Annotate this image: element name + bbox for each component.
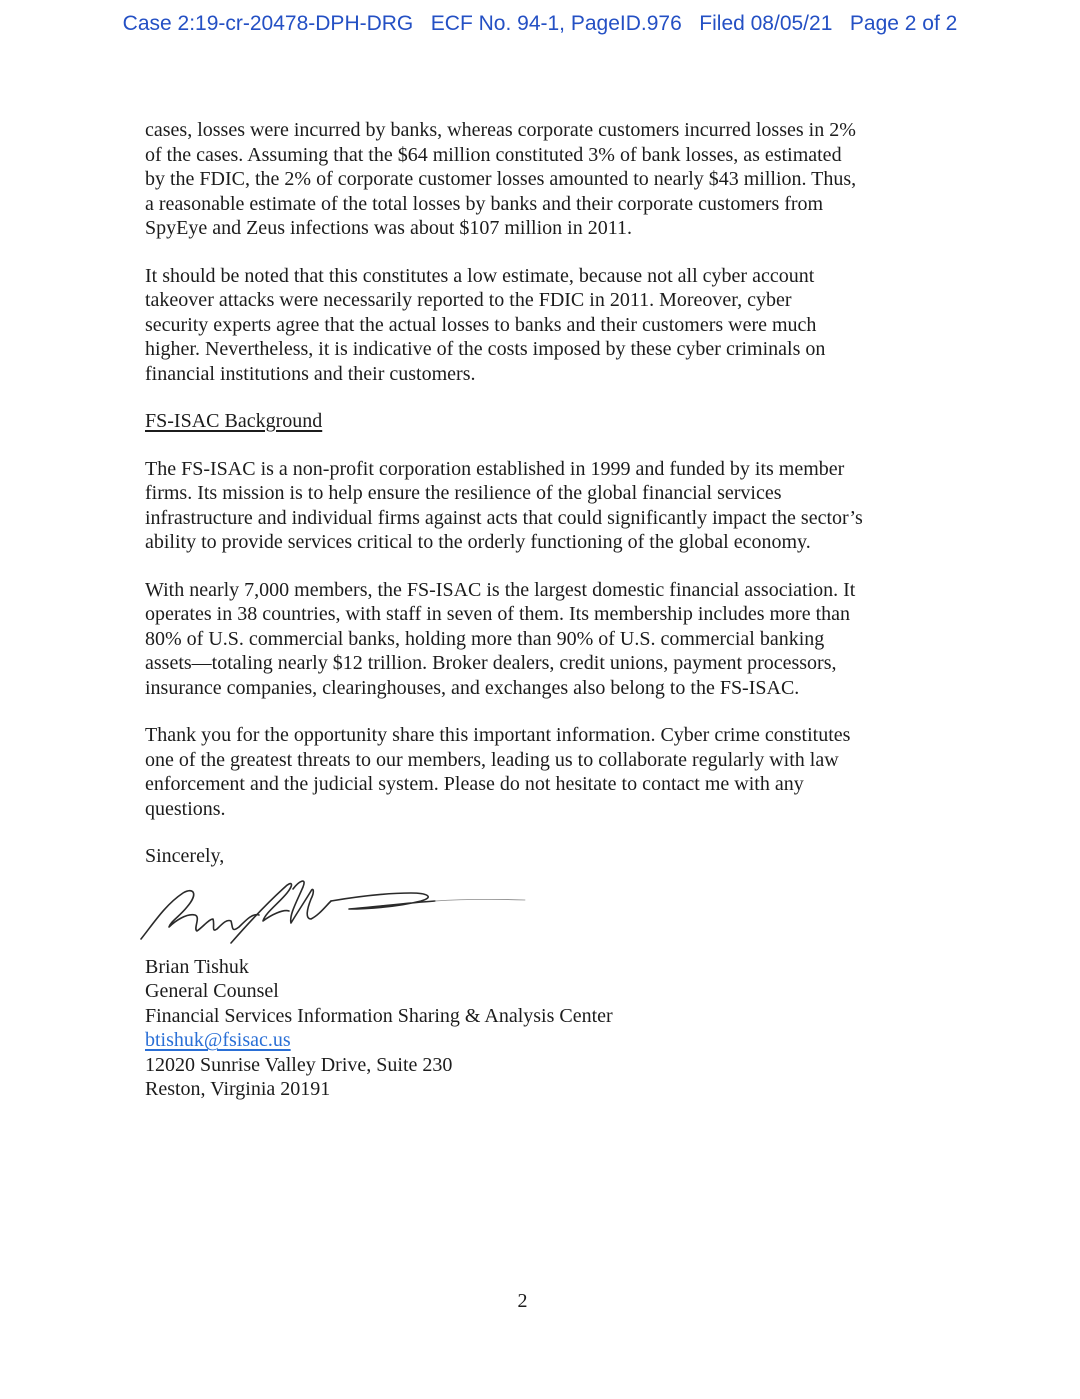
text-line: With nearly 7,000 members, the FS-ISAC is the largest domestic financial association. It — [145, 578, 856, 601]
letter-body — [145, 118, 925, 1102]
text-line: insurance companies, clearinghouses, and exchanges also belong to the FS-ISAC. — [145, 676, 800, 699]
text-line: security experts agree that the actual losses to banks and their customers were much — [145, 313, 817, 336]
text-line: of the cases. Assuming that the $64 million constituted 3% of bank losses, as estimated — [145, 143, 842, 166]
text-line: 80% of U.S. commercial banks, holding more than 90% of U.S. commercial banking — [145, 627, 825, 650]
text-line: financial institutions and their customers. — [145, 362, 476, 385]
signature-block — [145, 844, 925, 1102]
text-line: a reasonable estimate of the total losses by banks and their corporate customers from — [145, 192, 824, 215]
paragraph-fs-isac-membership — [145, 578, 925, 701]
page-indicator: Page 2 of 2 — [849, 12, 958, 35]
text-line: firms. Its mission is to help ensure the resilience of the global financial services — [145, 482, 782, 504]
text-line: operates in 38 countries, with staff in seven of them. Its membership includes more than — [145, 603, 851, 625]
paragraph-fs-isac-mission — [145, 457, 925, 555]
signer-title: General Counsel — [145, 980, 279, 1002]
address-line-2: Reston, Virginia 20191 — [145, 1078, 331, 1100]
ecf-number: ECF No. 94-1, PageID.976 — [430, 12, 682, 35]
signature-drawing — [135, 869, 535, 955]
closing-salutation: Sincerely, — [145, 845, 225, 867]
text-line: It should be noted that this constitutes a low estimate, because not all cyber account — [145, 264, 815, 287]
text-line: questions. — [145, 797, 226, 820]
page-number: 2 — [517, 1290, 528, 1312]
text-line: The FS-ISAC is a non-profit corporation established in 1999 and funded by its member — [145, 457, 845, 480]
address-line-1: 12020 Sunrise Valley Drive, Suite 230 — [145, 1053, 453, 1076]
text-line: higher. Nevertheless, it is indicative of the costs imposed by these cyber criminals on — [145, 338, 826, 360]
text-line: infrastructure and individual firms against acts that could significantly impact the sector’s — [145, 506, 863, 529]
handwritten-signature — [135, 869, 925, 955]
ecf-filing-header — [0, 12, 1080, 36]
filed-date: Filed 08/05/21 — [699, 12, 833, 35]
case-number: Case 2:19-cr-20478-DPH-DRG — [122, 12, 414, 35]
paragraph-thank-you — [145, 723, 925, 821]
text-line: cases, losses were incurred by banks, whereas corporate customers incurred losses in 2% — [145, 119, 856, 141]
text-line: assets—totaling nearly $12 trillion. Broker dealers, credit unions, payment processors, — [145, 652, 837, 674]
text-line: SpyEye and Zeus infections was about $107 million in 2011. — [145, 217, 632, 239]
text-line: ability to provide services critical to the orderly functioning of the global economy. — [145, 531, 811, 553]
signer-organization: Financial Services Information Sharing & Analysis Center — [145, 1004, 613, 1027]
paragraph-low-estimate — [145, 264, 925, 387]
text-line: takeover attacks were necessarily reported to the FDIC in 2011. Moreover, cyber — [145, 289, 792, 311]
text-line: Thank you for the opportunity share this important information. Cyber crime constitutes — [145, 724, 851, 746]
signer-name: Brian Tishuk — [145, 955, 249, 978]
text-line: by the FDIC, the 2% of corporate customer losses amounted to nearly $43 million. Thus, — [145, 168, 857, 190]
text-line: one of the greatest threats to our members, leading us to collaborate regularly with law — [145, 748, 839, 771]
paragraph-losses-estimate — [145, 118, 925, 241]
section-heading: FS-ISAC Background — [145, 410, 323, 432]
text-line: enforcement and the judicial system. Please do not hesitate to contact me with any — [145, 773, 804, 795]
signer-email-link[interactable]: btishuk@fsisac.us — [145, 1029, 291, 1051]
